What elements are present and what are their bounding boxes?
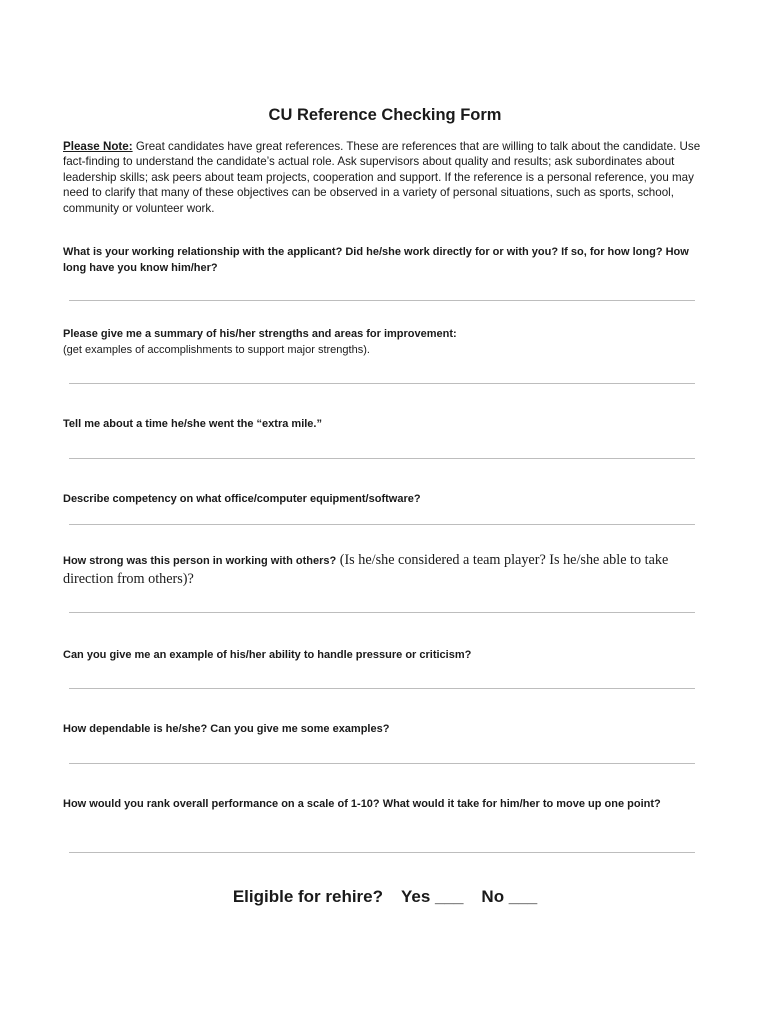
rehire-eligibility (0, 885, 770, 909)
rehire-yes-option[interactable]: Yes ___ (401, 887, 464, 906)
question-working-relationship: What is your working relationship with the applicant? Did he/she work directly for or with you? If so, for how long? How long have you know him/her? (63, 246, 689, 274)
answer-line-strengths[interactable] (69, 383, 695, 384)
form-title: CU Reference Checking Form (268, 106, 502, 124)
answer-line-pressure-criticism[interactable] (69, 688, 695, 689)
please-note-label: Please Note: (63, 140, 133, 153)
question-pressure-criticism: Can you give me an example of his/her ability to handle pressure or criticism? (63, 649, 472, 661)
answer-line-extra-mile[interactable] (69, 458, 695, 459)
answer-line-performance-rank[interactable] (69, 852, 695, 853)
rehire-question: Eligible for rehire? (232, 887, 384, 906)
question-extra-mile: Tell me about a time he/she went the “extra mile.” (63, 418, 322, 430)
question-competency: Describe competency on what office/computer equipment/software? (63, 493, 421, 505)
answer-line-working-relationship[interactable] (69, 300, 695, 301)
answer-line-dependability[interactable] (69, 763, 695, 764)
question-working-with-others-subtext: (Is he/she considered a team player? Is he/she able to take direction from others)? (63, 552, 669, 587)
question-performance-rank: How would you rank overall performance on a scale of 1-10? What would it take for him/her to move up one point? (63, 798, 661, 810)
question-working-with-others-text: How strong was this person in working with others? (63, 555, 337, 567)
answer-line-working-with-others[interactable] (69, 612, 695, 613)
please-note-paragraph (63, 139, 715, 216)
please-note-text: Great candidates have great references. These are references that are willing to talk about the candidate. Use fact-finding to understand the candidate’s actual role. Ask supervisors about quality and results; ask subordinates about leadership skills; ask peers about team projects, cooperation and support. If the reference is a personal reference, you may need to clarify that many of these objectives can be observed in a variety of personal situations, such as sports, school, community or volunteer work. (63, 140, 701, 215)
rehire-no-option[interactable]: No ___ (481, 887, 538, 906)
question-strengths-subtext: (get examples of accomplishments to support major strengths). (63, 344, 370, 356)
question-strengths (63, 326, 713, 358)
question-dependability: How dependable is he/she? Can you give me some examples? (63, 723, 390, 735)
answer-line-competency[interactable] (69, 524, 695, 525)
question-working-with-others (63, 551, 713, 589)
question-strengths-text: Please give me a summary of his/her strengths and areas for improvement: (63, 328, 457, 340)
